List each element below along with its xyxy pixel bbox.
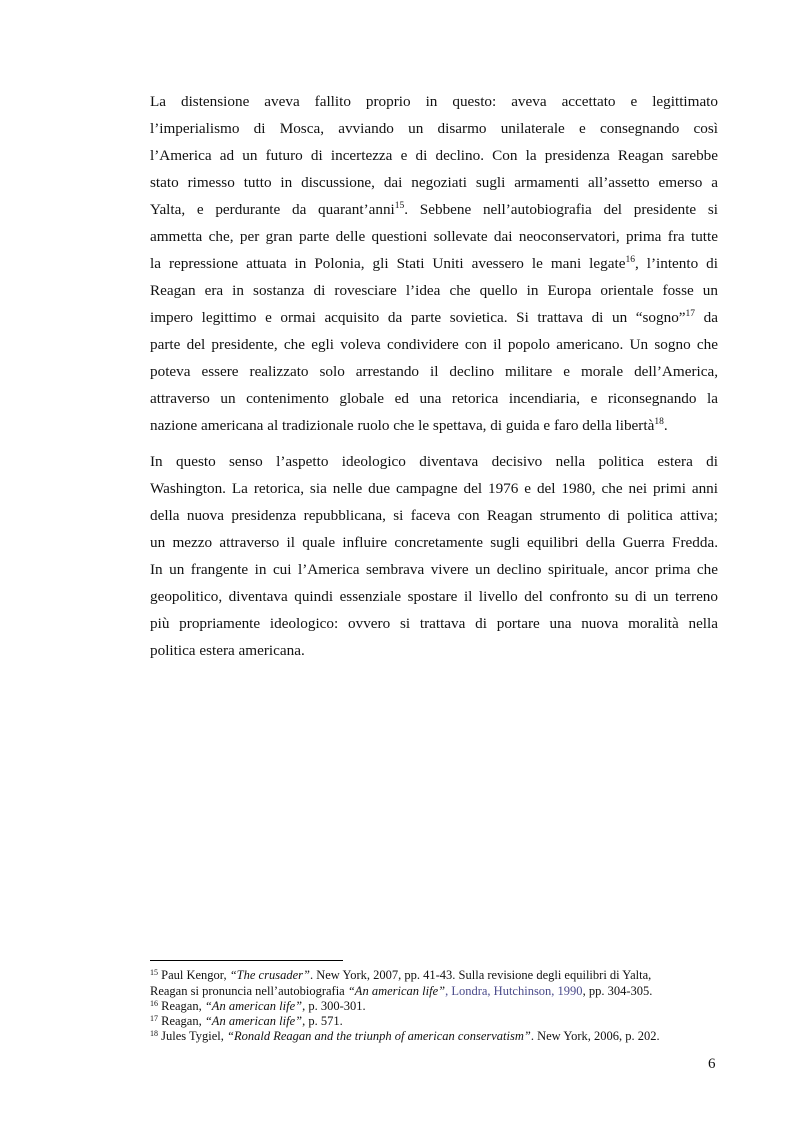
footnote-15-cont: Reagan si pronuncia nell’autobiografia “An american life”, Londra, Hutchinson, 1990, pp. 304-305. bbox=[150, 984, 653, 998]
footnote-ref-16[interactable]: 16 bbox=[625, 255, 635, 265]
footnote-15: $^{15}$ Paul Kengor, “The crusader”. New York, 2007, pp. 41-43. Sulla revisione degli equilibri di Yalta, bbox=[150, 968, 652, 982]
page-number: 6 bbox=[708, 1056, 716, 1072]
source-link[interactable]: , Londra, Hutchinson, 1990 bbox=[445, 984, 583, 998]
text-line: In questo senso l’aspetto ideologico diventava decisivo nella politica estera di bbox=[150, 453, 718, 470]
text-line: In un frangente in cui l’America sembrava vivere un declino spirituale, ancor prima che bbox=[150, 561, 718, 578]
footnote-ref-18[interactable]: 18 bbox=[654, 417, 664, 427]
text-line: l’America ad un futuro di incertezza e di declino. Con la presidenza Reagan sarebbe bbox=[150, 147, 718, 164]
text-line: impero legittimo e ormai acquisito da parte sovietica. Si trattava di un “sogno”$^{17}$ da bbox=[150, 309, 718, 326]
text-line: geopolitico, diventava quindi essenziale spostare il livello del confronto su di un terreno bbox=[150, 588, 718, 605]
text-line: stato rimesso tutto in discussione, dai negoziati sugli armamenti all’assetto emerso a bbox=[150, 174, 718, 191]
footnote-ref-15[interactable]: 15 bbox=[394, 201, 405, 211]
text-line: La distensione aveva fallito proprio in questo: aveva accettato e legittimato bbox=[150, 93, 718, 110]
text-line: nazione americana al tradizionale ruolo che le spettava, di guida e faro della libertà$^{18}$. bbox=[150, 417, 668, 434]
text-line: l’imperialismo di Mosca, avviando un disarmo unilaterale e consegnando così bbox=[150, 120, 718, 137]
text-line: più propriamente ideologico: ovvero si trattava di portare una nuova moralità nella bbox=[150, 615, 718, 632]
text-line: un mezzo attraverso il quale influire concretamente sugli equilibri della Guerra Fredda. bbox=[150, 534, 718, 551]
text-line: parte del presidente, che egli voleva condividere con il popolo americano. Un sogno che bbox=[150, 336, 718, 353]
footnote-ref-17[interactable]: 17 bbox=[685, 309, 696, 319]
footnote-separator bbox=[150, 960, 343, 961]
footnote-16: $^{16}$ Reagan, “An american life”, p. 300-301. bbox=[150, 999, 366, 1013]
text-line: attraverso un contenimento globale ed una retorica incendiaria, e riconsegnando la bbox=[150, 390, 718, 407]
text-line: la repressione attuata in Polonia, gli Stati Uniti avessero le mani legate$^{16}$, l’intento di bbox=[150, 255, 718, 272]
text-line: ammetta che, per gran parte delle questioni sollevate dai neoconservatori, prima fra tutte bbox=[150, 228, 718, 245]
text-line: della nuova presidenza repubblicana, si faceva con Reagan strumento di politica attiva; bbox=[150, 507, 718, 524]
footnote-18: $^{18}$ Jules Tygiel, “Ronald Reagan and the triunph of american conservatism”. New York, 2006, p. 202. bbox=[150, 1029, 660, 1043]
text-line: Washington. La retorica, sia nelle due campagne del 1976 e del 1980, che nei primi anni bbox=[150, 480, 718, 497]
text-line: Yalta, e perdurante da quarant’anni$^{15}$. Sebbene nell’autobiografia del presidente si bbox=[150, 201, 718, 218]
footnote-17: $^{17}$ Reagan, “An american life”, p. 571. bbox=[150, 1014, 343, 1028]
text-line: politica estera americana. bbox=[150, 642, 305, 659]
text-line: Reagan era in sostanza di rovesciare l’idea che quello in Europa orientale fosse un bbox=[150, 282, 718, 299]
text-line: poteva essere realizzato solo arrestando il declino militare e morale dell’America, bbox=[150, 363, 718, 380]
